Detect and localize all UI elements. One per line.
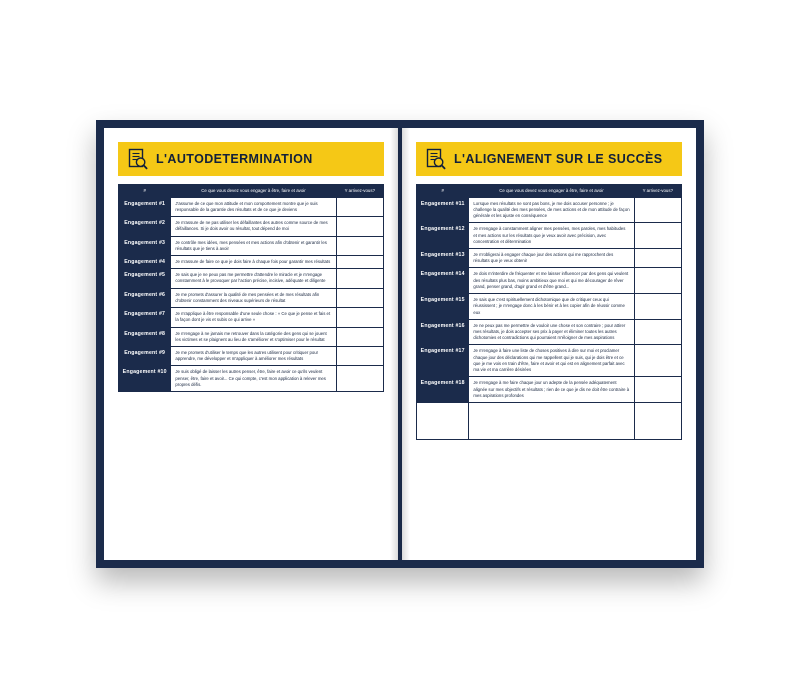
row-label: Engagement #6 bbox=[119, 288, 171, 307]
row-text: Je m'engage à ne jamais me retrouver dans la catégorie des gens qui se jouent les victimes et se plaignent au lieu de s'améliorer et s'optimiser pour le résultat bbox=[171, 327, 336, 346]
row-answer-cell[interactable] bbox=[634, 377, 681, 403]
row-text: Je me promets d'assurer la qualité de mes pensées et de mes résultats afin d'obtenir constamment des niveaux supérieurs de résultat bbox=[171, 288, 336, 307]
row-answer-cell[interactable] bbox=[336, 327, 383, 346]
row-answer-cell[interactable] bbox=[634, 268, 681, 294]
table-row bbox=[119, 269, 384, 288]
right-page bbox=[402, 128, 696, 560]
row-label: Engagement #7 bbox=[119, 308, 171, 327]
table-row bbox=[119, 288, 384, 307]
document-search-icon bbox=[128, 148, 148, 170]
row-text: Je ne peux pas me permettre de vouloir une chose et son contraire ; pour attirer mes résultats, je dois accepter ses prix à payer et éliminer toutes les autres dichotomies et contradictions qui pourraient m'éloigner de mes aspirations bbox=[469, 319, 634, 345]
table-row bbox=[119, 327, 384, 346]
table-header-row bbox=[119, 185, 384, 198]
row-text: Je sais que c'est spirituellement dichotomique que de critiquer ceux qui réussissent ; je m'engage donc à les bénir et à les copier afin de réussir comme eux bbox=[469, 294, 634, 320]
table-row bbox=[119, 347, 384, 366]
row-answer-cell[interactable] bbox=[634, 345, 681, 377]
left-page bbox=[104, 128, 398, 560]
row-answer-cell[interactable] bbox=[634, 223, 681, 249]
table-row bbox=[417, 249, 682, 268]
row-answer-cell[interactable] bbox=[336, 197, 383, 216]
column-header-number: # bbox=[119, 185, 171, 198]
table-row-empty bbox=[417, 402, 682, 439]
row-text-empty[interactable] bbox=[469, 402, 634, 439]
autodetermination-table bbox=[118, 184, 384, 392]
table-row bbox=[119, 366, 384, 392]
row-label: Engagement #17 bbox=[417, 345, 469, 377]
table-row bbox=[417, 223, 682, 249]
table-row bbox=[417, 294, 682, 320]
column-header-number: # bbox=[417, 185, 469, 198]
row-label: Engagement #8 bbox=[119, 327, 171, 346]
row-label: Engagement #3 bbox=[119, 236, 171, 255]
row-text: Je m'assure de faire ce que je dois faire à chaque fois pour garantir mes résultats bbox=[171, 256, 336, 269]
row-answer-cell[interactable] bbox=[336, 308, 383, 327]
table-row bbox=[119, 236, 384, 255]
row-answer-cell[interactable] bbox=[634, 197, 681, 223]
row-text: Je me promets d'utiliser le temps que les autres utilisent pour critiquer pour apprendre, me développer et m'appliquer à améliorer mes résultats bbox=[171, 347, 336, 366]
row-label: Engagement #1 bbox=[119, 197, 171, 216]
document-search-icon bbox=[426, 148, 446, 170]
table-row bbox=[417, 377, 682, 403]
row-text: Je m'engage à constamment aligner mes pensées, mes paroles, mes habitudes et mes actions sur les résultats que je veux avoir avec précision, avec concentration et détermination bbox=[469, 223, 634, 249]
left-page-title: L'AUTODETERMINATION bbox=[156, 152, 313, 166]
row-answer-cell[interactable] bbox=[634, 402, 681, 439]
row-label: Engagement #16 bbox=[417, 319, 469, 345]
row-text: Je m'applique à être responsable d'une seule chose : « Ce que je pense et fais et la façon dont je vis et subis ce qui arrive » bbox=[171, 308, 336, 327]
row-text: Je suis obligé de laisser les autres penser, être, faire et avoir ce qu'ils veulent penser, être, faire et avoir... Ce qui compte, c'est mon application à relever mes propres défis. bbox=[171, 366, 336, 392]
row-answer-cell[interactable] bbox=[336, 256, 383, 269]
table-header-row bbox=[417, 185, 682, 198]
row-label-empty[interactable] bbox=[417, 402, 469, 439]
table-row bbox=[417, 197, 682, 223]
row-text: Je sais que je ne peux pas me permettre d'attendre le miracle et je m'engage constamment à le provoquer par l'action précise, incisive, adéquate et diligente bbox=[171, 269, 336, 288]
row-label: Engagement #10 bbox=[119, 366, 171, 392]
row-answer-cell[interactable] bbox=[336, 217, 383, 236]
row-text: J'assume de ce que mon attitude et mon comportement montre que je suis responsable de la garantie des résultats et de ce que je deviens bbox=[171, 197, 336, 216]
row-answer-cell[interactable] bbox=[336, 288, 383, 307]
table-row bbox=[417, 319, 682, 345]
table-row bbox=[119, 217, 384, 236]
row-answer-cell[interactable] bbox=[336, 347, 383, 366]
row-answer-cell[interactable] bbox=[336, 269, 383, 288]
row-answer-cell[interactable] bbox=[336, 236, 383, 255]
row-label: Engagement #11 bbox=[417, 197, 469, 223]
row-text: Je contrôle mes idées, mes pensées et mes actions afin d'obtenir et garantir les résultats que je tiens à avoir bbox=[171, 236, 336, 255]
left-page-banner bbox=[118, 142, 384, 176]
table-row bbox=[417, 345, 682, 377]
row-label: Engagement #4 bbox=[119, 256, 171, 269]
column-header-text: Ce que vous devez vous engager à être, faire et avoir bbox=[171, 185, 336, 198]
row-label: Engagement #9 bbox=[119, 347, 171, 366]
row-answer-cell[interactable] bbox=[634, 294, 681, 320]
table-row bbox=[119, 256, 384, 269]
row-answer-cell[interactable] bbox=[634, 319, 681, 345]
open-book bbox=[96, 120, 704, 568]
row-text: Je m'engage à faire une liste de choses positives à dire sur moi et proclamer chaque jour des déclarations qui me rappellent qui je suis, qui je dois être et ce que je me vois en train d'être, faire et avoir et qui est en alignement parfait avec ma vie et ma carrière désirées bbox=[469, 345, 634, 377]
row-text: Lorsque mes résultats ne sont pas bons, je me dois accuser personne ; je challenge la qualité des mes pensées, de mes actions et de mon attitude de façon générale et les ajuste en conséquence bbox=[469, 197, 634, 223]
column-header-check: Y arrivez-vous? bbox=[336, 185, 383, 198]
table-row bbox=[119, 308, 384, 327]
column-header-check: Y arrivez-vous? bbox=[634, 185, 681, 198]
row-text: Je dois m'interdire de fréquenter et me laisser influencer par des gens qui veulent des résultats plus bas, moins ambitieux que moi et qui me décourager de rêver grand, penser grand, d'agir grand et d'être grand... bbox=[469, 268, 634, 294]
table-row bbox=[119, 197, 384, 216]
row-answer-cell[interactable] bbox=[336, 366, 383, 392]
row-label: Engagement #15 bbox=[417, 294, 469, 320]
table-row bbox=[417, 268, 682, 294]
right-page-title: L'ALIGNEMENT SUR LE SUCCÈS bbox=[454, 152, 663, 166]
row-label: Engagement #2 bbox=[119, 217, 171, 236]
right-page-banner bbox=[416, 142, 682, 176]
row-text: Je m'obligerai à engager chaque jour des actions qui me rapprochent des résultats que je veux obtenir bbox=[469, 249, 634, 268]
row-label: Engagement #14 bbox=[417, 268, 469, 294]
row-label: Engagement #13 bbox=[417, 249, 469, 268]
alignement-table bbox=[416, 184, 682, 440]
row-label: Engagement #12 bbox=[417, 223, 469, 249]
row-text: Je m'assure de ne pas utiliser les défaillantes des autres comme source de mes défaillances. Si je dois avoir ou résultat, tout dépend de moi bbox=[171, 217, 336, 236]
column-header-text: Ce que vous devez vous engager à être, faire et avoir bbox=[469, 185, 634, 198]
row-text: Je m'engage à me faire chaque jour un adepte de la pensée adéquatement alignée sur mes objectifs et résultats ; rien de ce que je dis ne doit être contraire à mes aspirations profondes bbox=[469, 377, 634, 403]
row-answer-cell[interactable] bbox=[634, 249, 681, 268]
row-label: Engagement #5 bbox=[119, 269, 171, 288]
row-label: Engagement #18 bbox=[417, 377, 469, 403]
